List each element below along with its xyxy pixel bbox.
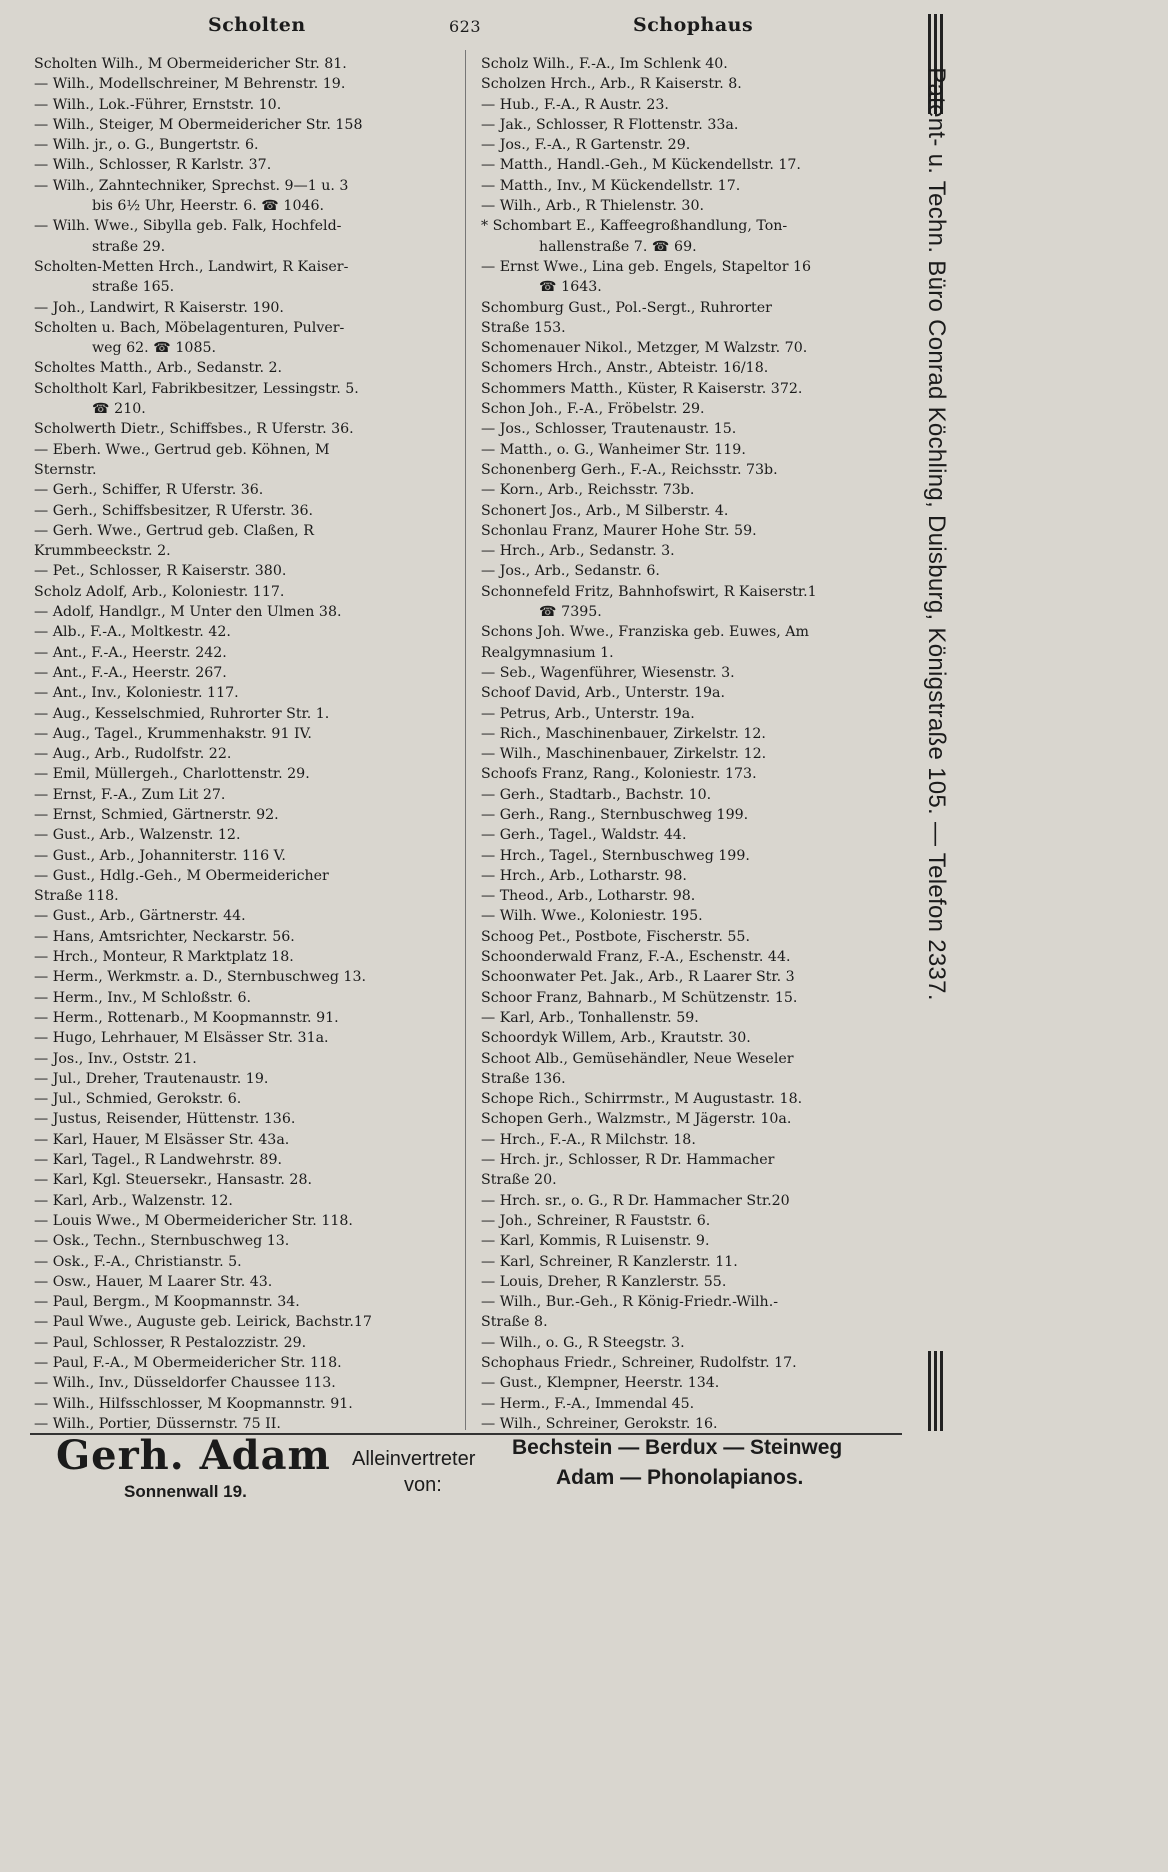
directory-entry: — Herm., Inv., M Schloßstr. 6.: [34, 989, 251, 1006]
directory-entry: Krummbeeckstr. 2.: [34, 543, 171, 560]
directory-entry: — Hugo, Lehrhauer, M Elsässer Str. 31a.: [34, 1030, 329, 1047]
directory-entry: — Gerh., Schiffer, R Uferstr. 36.: [34, 482, 264, 499]
directory-entry: Schomenauer Nikol., Metzger, M Walzstr. 70.: [481, 340, 808, 357]
right-column: [481, 54, 905, 1434]
directory-entry: — Ant., Inv., Koloniestr. 117.: [34, 685, 239, 702]
directory-entry: Scholtholt Karl, Fabrikbesitzer, Lessingstr. 5.: [34, 380, 359, 397]
directory-entry: ☎ 210.: [92, 401, 146, 418]
directory-entry: Schommers Matth., Küster, R Kaiserstr. 372.: [481, 380, 803, 397]
directory-entry: — Paul Wwe., Auguste geb. Leirick, Bachstr.17: [34, 1314, 372, 1331]
column-divider: [465, 50, 466, 1430]
directory-entry: — Karl, Kgl. Steuersekr., Hansastr. 28.: [34, 1172, 312, 1189]
directory-entry: Schonlau Franz, Maurer Hohe Str. 59.: [481, 522, 757, 539]
directory-entry: — Emil, Müllergeh., Charlottenstr. 29.: [34, 766, 310, 783]
directory-entry: Schon Joh., F.-A., Fröbelstr. 29.: [481, 401, 705, 418]
directory-entry: — Jos., Schlosser, Trautenaustr. 15.: [481, 421, 737, 438]
ad-representative: Alleinvertreter: [352, 1448, 476, 1470]
directory-entry: Realgymnasium 1.: [481, 644, 614, 661]
directory-entry: — Ernst, Schmied, Gärtnerstr. 92.: [34, 806, 279, 823]
ad-brands-line2: Adam — Phonolapianos.: [556, 1466, 804, 1489]
directory-entry: — Wilh., Portier, Düssernstr. 75 II.: [34, 1415, 281, 1432]
directory-entry: — Karl, Schreiner, R Kanzlerstr. 11.: [481, 1253, 738, 1270]
directory-entry: — Jul., Schmied, Gerokstr. 6.: [34, 1091, 242, 1108]
directory-entry: — Matth., Handl.-Geh., M Kückendellstr. 17.: [481, 157, 801, 174]
directory-entry: — Karl, Tagel., R Landwehrstr. 89.: [34, 1152, 282, 1169]
directory-entry: straße 29.: [92, 238, 166, 255]
directory-entry: Scholz Wilh., F.-A., Im Schlenk 40.: [481, 56, 728, 72]
directory-entry: Schoonwater Pet. Jak., Arb., R Laarer Str. 3: [481, 969, 795, 986]
directory-entry: Schophaus Friedr., Schreiner, Rudolfstr. 17.: [481, 1355, 797, 1371]
directory-entry: — Jul., Dreher, Trautenaustr. 19.: [34, 1070, 269, 1087]
directory-entry: — Wilh., Lok.-Führer, Ernststr. 10.: [34, 96, 282, 113]
directory-entry: — Wilh., Bur.-Geh., R König-Friedr.-Wilh.-: [481, 1294, 778, 1311]
directory-entry: — Hrch., F.-A., R Milchstr. 18.: [481, 1131, 696, 1148]
directory-entry: — Paul, Schlosser, R Pestalozzistr. 29.: [34, 1334, 307, 1351]
directory-entry: — Aug., Arb., Rudolfstr. 22.: [34, 746, 232, 763]
directory-entry: Scholten Wilh., M Obermeidericher Str. 81.: [34, 56, 347, 72]
directory-entry: — Joh., Landwirt, R Kaiserstr. 190.: [34, 299, 284, 316]
left-column: [34, 54, 459, 1434]
directory-entry: — Gust., Arb., Johanniterstr. 116 V.: [34, 847, 286, 864]
directory-entry: Schoofs Franz, Rang., Koloniestr. 173.: [481, 766, 757, 783]
directory-entry: straße 165.: [92, 279, 175, 296]
directory-entry: ☎ 1643.: [539, 279, 602, 296]
directory-entry: — Karl, Hauer, M Elsässer Str. 43a.: [34, 1131, 290, 1148]
directory-entry: — Hrch., Arb., Lotharstr. 98.: [481, 867, 687, 884]
directory-entry: Scholz Adolf, Arb., Koloniestr. 117.: [34, 583, 285, 600]
directory-entry: ☎ 7395.: [539, 604, 602, 621]
ad-brand: Gerh. Adam: [56, 1432, 331, 1479]
directory-entry: Scholzen Hrch., Arb., R Kaiserstr. 8.: [481, 76, 742, 93]
directory-entry: — Ernst, F.-A., Zum Lit 27.: [34, 786, 226, 803]
directory-entry: Straße 153.: [481, 319, 566, 336]
directory-entry: — Jak., Schlosser, R Flottenstr. 33a.: [481, 116, 739, 133]
directory-entry: — Louis Wwe., M Obermeidericher Str. 118.: [34, 1212, 353, 1229]
directory-entry: — Theod., Arb., Lotharstr. 98.: [481, 888, 696, 905]
directory-entry: Schonenberg Gerh., F.-A., Reichsstr. 73b.: [481, 461, 778, 478]
directory-entry: — Hrch., Monteur, R Marktplatz 18.: [34, 949, 294, 966]
directory-entry: Scholtes Matth., Arb., Sedanstr. 2.: [34, 360, 283, 377]
directory-entry: — Karl, Kommis, R Luisenstr. 9.: [481, 1233, 710, 1250]
directory-entry: Schope Rich., Schirrmstr., M Augustastr. 18.: [481, 1091, 803, 1108]
directory-entry: — Ernst Wwe., Lina geb. Engels, Stapeltor 16: [481, 258, 812, 275]
directory-entry: Straße 8.: [481, 1314, 548, 1331]
directory-entry: — Gerh., Rang., Sternbuschweg 199.: [481, 806, 749, 823]
directory-entry: — Karl, Arb., Walzenstr. 12.: [34, 1192, 233, 1209]
bottom-advertisement: [40, 1432, 910, 1532]
directory-entry: — Wilh., Hilfsschlosser, M Koopmannstr. 91.: [34, 1395, 353, 1412]
directory-entry: — Herm., Werkmstr. a. D., Sternbuschweg 13.: [34, 969, 366, 986]
directory-entry: * Schombart E., Kaffeegroßhandlung, Ton-: [481, 218, 788, 235]
directory-entry: Schonnefeld Fritz, Bahnhofswirt, R Kaiserstr.1: [481, 583, 817, 600]
directory-entry: Schoog Pet., Postbote, Fischerstr. 55.: [481, 928, 750, 945]
directory-entry: — Gust., Klempner, Heerstr. 134.: [481, 1375, 720, 1392]
directory-entry: — Herm., F.-A., Immendal 45.: [481, 1395, 695, 1412]
header-left: Scholten: [208, 14, 306, 36]
ad-von: von:: [404, 1474, 442, 1496]
ad-address: Sonnenwall 19.: [124, 1482, 247, 1501]
directory-entry: — Gust., Hdlg.-Geh., M Obermeidericher: [34, 867, 329, 884]
directory-entry: — Wilh. Wwe., Koloniestr. 195.: [481, 908, 703, 925]
directory-entry: — Adolf, Handlgr., M Unter den Ulmen 38.: [34, 604, 342, 621]
directory-entry: — Gust., Arb., Walzenstr. 12.: [34, 827, 241, 844]
directory-entry: Scholwerth Dietr., Schiffsbes., R Uferstr. 36.: [34, 421, 354, 438]
directory-entry: — Wilh., Inv., Düsseldorfer Chaussee 113.: [34, 1375, 336, 1392]
directory-entry: Schonert Jos., Arb., M Silberstr. 4.: [481, 502, 729, 519]
page-number: 623: [449, 17, 482, 36]
directory-entry: — Gerh., Schiffsbesitzer, R Uferstr. 36.: [34, 502, 314, 519]
directory-entry: — Wilh., Arb., R Thielenstr. 30.: [481, 198, 704, 215]
directory-entry: — Wilh., Schreiner, Gerokstr. 16.: [481, 1415, 718, 1432]
directory-entry: — Korn., Arb., Reichsstr. 73b.: [481, 482, 695, 499]
directory-entry: — Rich., Maschinenbauer, Zirkelstr. 12.: [481, 725, 766, 742]
directory-entry: Schoot Alb., Gemüsehändler, Neue Weseler: [481, 1050, 794, 1067]
directory-entry: — Gerh., Tagel., Waldstr. 44.: [481, 827, 687, 844]
directory-entry: — Wilh. jr., o. G., Bungertstr. 6.: [34, 137, 259, 154]
directory-entry: Scholten u. Bach, Möbelagenturen, Pulver-: [34, 319, 345, 336]
directory-entry: — Wilh., Schlosser, R Karlstr. 37.: [34, 157, 272, 174]
directory-entry: Schons Joh. Wwe., Franziska geb. Euwes, Am: [481, 624, 810, 641]
directory-entry: — Wilh. Wwe., Sibylla geb. Falk, Hochfeld-: [34, 218, 342, 235]
directory-entry: Schoor Franz, Bahnarb., M Schützenstr. 15.: [481, 989, 798, 1006]
directory-entry: — Gerh. Wwe., Gertrud geb. Claßen, R: [34, 522, 314, 539]
directory-entry: — Gerh., Stadtarb., Bachstr. 10.: [481, 786, 712, 803]
directory-entry: — Aug., Kesselschmied, Ruhrorter Str. 1.: [34, 705, 330, 722]
directory-entry: — Aug., Tagel., Krummenhakstr. 91 IV.: [34, 725, 312, 742]
directory-entry: — Wilh., Steiger, M Obermeidericher Str. 158: [34, 116, 363, 133]
directory-entry: — Wilh., Modellschreiner, M Behrenstr. 19.: [34, 76, 346, 93]
directory-entry: — Jos., Arb., Sedanstr. 6.: [481, 563, 660, 580]
directory-entry: — Alb., F.-A., Moltkestr. 42.: [34, 624, 231, 641]
directory-entry: Straße 20.: [481, 1172, 557, 1189]
directory-entry: — Ant., F.-A., Heerstr. 267.: [34, 664, 227, 681]
ad-brands-line1: Bechstein — Berdux — Steinweg: [512, 1436, 843, 1459]
side-ad-text: Patent- u. Techn. Büro Conrad Köchling, Duisburg, Königstraße 105. — Telefon 2337.: [923, 67, 950, 1001]
directory-entry: — Hrch. sr., o. G., R Dr. Hammacher Str.20: [481, 1192, 790, 1209]
directory-entry: — Hrch., Tagel., Sternbuschweg 199.: [481, 847, 750, 864]
directory-entry: — Jos., F.-A., R Gartenstr. 29.: [481, 137, 691, 154]
directory-entry: — Osk., Techn., Sternbuschweg 13.: [34, 1233, 290, 1250]
directory-entry: Schopen Gerh., Walzmstr., M Jägerstr. 10a.: [481, 1111, 792, 1128]
directory-entry: Straße 118.: [34, 888, 119, 905]
directory-entry: — Louis, Dreher, R Kanzlerstr. 55.: [481, 1273, 727, 1290]
header-right: Schophaus: [633, 14, 754, 36]
directory-entry: — Hans, Amtsrichter, Neckarstr. 56.: [34, 928, 295, 945]
directory-entry: hallenstraße 7. ☎ 69.: [539, 238, 697, 255]
directory-entry: — Wilh., o. G., R Steegstr. 3.: [481, 1334, 685, 1351]
directory-entry: Sternstr.: [34, 461, 97, 478]
directory-entry: — Pet., Schlosser, R Kaiserstr. 380.: [34, 563, 287, 580]
directory-entry: weg 62. ☎ 1085.: [92, 340, 217, 357]
directory-entry: Schoonderwald Franz, F.-A., Eschenstr. 44.: [481, 949, 791, 966]
directory-entry: — Wilh., Zahntechniker, Sprechst. 9—1 u. 3: [34, 177, 349, 194]
directory-entry: — Osk., F.-A., Christianstr. 5.: [34, 1253, 242, 1270]
directory-entry: — Hrch., Arb., Sedanstr. 3.: [481, 543, 675, 560]
directory-entry: — Justus, Reisender, Hüttenstr. 136.: [34, 1111, 296, 1128]
side-rule-bottom: [928, 1351, 944, 1431]
directory-entry: — Paul, Bergm., M Koopmannstr. 34.: [34, 1294, 300, 1311]
directory-entry: — Joh., Schreiner, R Fauststr. 6.: [481, 1212, 711, 1229]
directory-entry: Schomers Hrch., Anstr., Abteistr. 16/18.: [481, 360, 769, 377]
directory-entry: — Herm., Rottenarb., M Koopmannstr. 91.: [34, 1009, 339, 1026]
directory-entry: Straße 136.: [481, 1070, 566, 1087]
directory-entry: Schoordyk Willem, Arb., Krautstr. 30.: [481, 1030, 751, 1047]
directory-entry: — Seb., Wagenführer, Wiesenstr. 3.: [481, 664, 735, 681]
directory-entry: — Hrch. jr., Schlosser, R Dr. Hammacher: [481, 1152, 775, 1169]
directory-entry: Schoof David, Arb., Unterstr. 19a.: [481, 685, 725, 702]
directory-entry: — Ant., F.-A., Heerstr. 242.: [34, 644, 227, 661]
directory-entry: — Jos., Inv., Oststr. 21.: [34, 1050, 197, 1067]
directory-entry: — Hub., F.-A., R Austr. 23.: [481, 96, 669, 113]
directory-entry: — Gust., Arb., Gärtnerstr. 44.: [34, 908, 246, 925]
directory-entry: Schomburg Gust., Pol.-Sergt., Ruhrorter: [481, 299, 772, 316]
directory-entry: — Petrus, Arb., Unterstr. 19a.: [481, 705, 695, 722]
directory-entry: — Matth., o. G., Wanheimer Str. 119.: [481, 441, 746, 458]
directory-entry: Scholten-Metten Hrch., Landwirt, R Kaiser-: [34, 258, 349, 275]
directory-entry: — Osw., Hauer, M Laarer Str. 43.: [34, 1273, 273, 1290]
directory-entry: — Karl, Arb., Tonhallenstr. 59.: [481, 1009, 699, 1026]
directory-entry: — Wilh., Maschinenbauer, Zirkelstr. 12.: [481, 746, 767, 763]
side-advertisement: [904, 14, 968, 1431]
directory-entry: — Matth., Inv., M Kückendellstr. 17.: [481, 177, 741, 194]
directory-entry: — Paul, F.-A., M Obermeidericher Str. 118.: [34, 1355, 342, 1371]
directory-entry: — Eberh. Wwe., Gertrud geb. Köhnen, M: [34, 441, 330, 458]
directory-entry: bis 6½ Uhr, Heerstr. 6. ☎ 1046.: [92, 198, 325, 215]
